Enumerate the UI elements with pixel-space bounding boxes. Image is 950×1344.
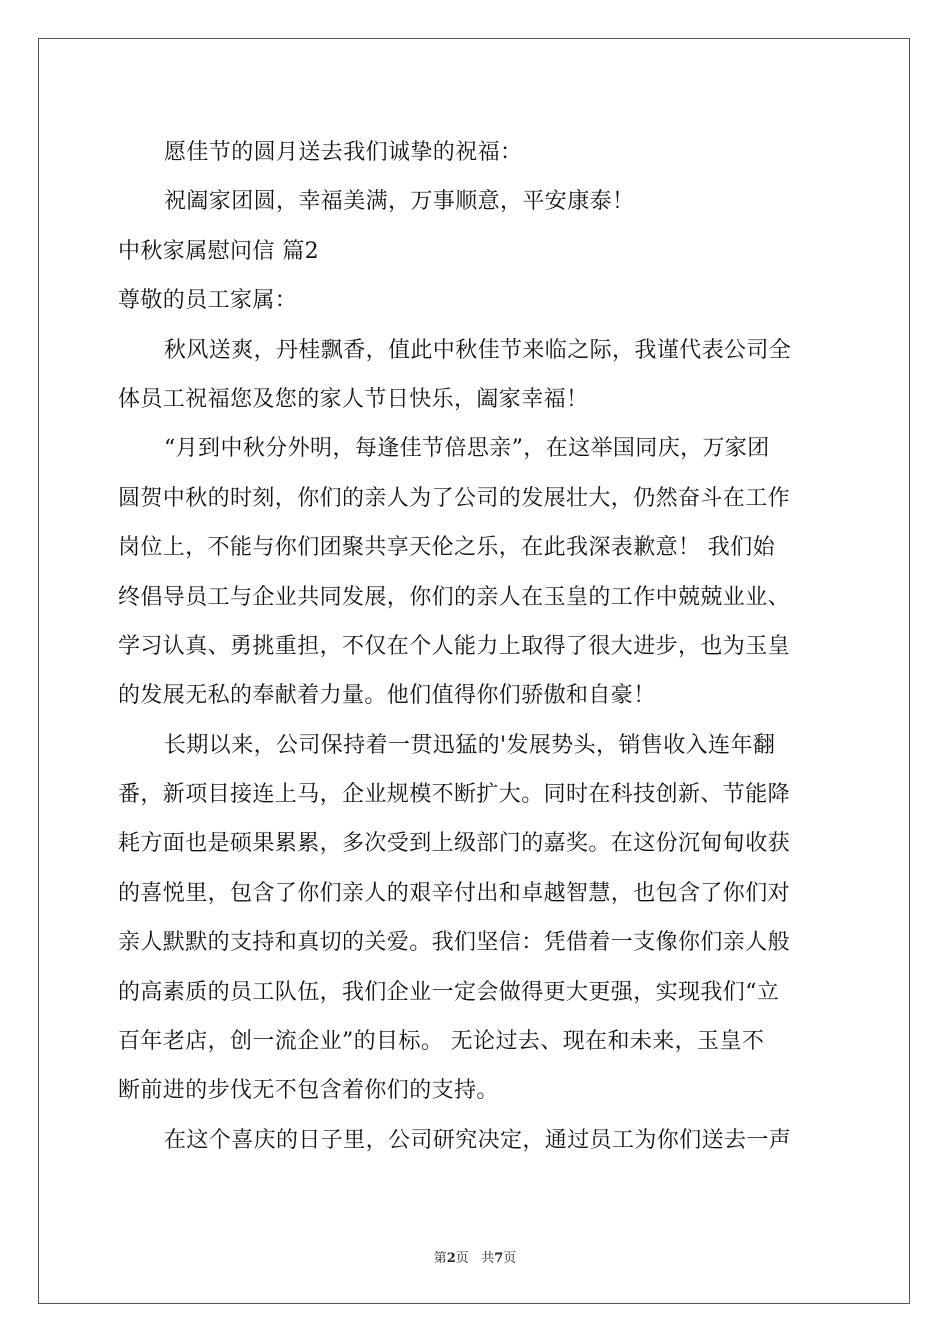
text-line: 愿佳节的圆月送去我们诚挚的祝福： [164, 140, 523, 165]
text-line: 体员工祝福您及您的家人节日快乐，阖家幸福！ [118, 386, 589, 412]
text-line: 的高素质的员工队伍，我们企业一定会做得更大更强，实现我们“立 [118, 979, 780, 1005]
salutation: 尊敬的员工家属： [118, 288, 298, 314]
text-line: 耗方面也是硕果累累，多次受到上级部门的嘉奖。在这份沉甸甸收获 [118, 831, 791, 857]
total-pages: 7 [494, 1251, 504, 1266]
text-line: 岗位上，不能与你们团聚共享天伦之乐，在此我深表歉意！ 我们始 [118, 535, 775, 561]
text-line: 秋风送爽，丹桂飘香，值此中秋佳节来临之际，我谨代表公司全 [164, 337, 792, 363]
text-line: 断前进的步伐无不包含着你们的支持。 [118, 1078, 499, 1104]
total-suffix: 页 [503, 1251, 517, 1266]
text-line: 终倡导员工与企业共同发展，你们的亲人在玉皇的工作中兢兢业业、 [118, 584, 791, 610]
text-line: 长期以来，公司保持着一贯迅猛的'发展势头，销售收入连年翻 [164, 732, 776, 758]
text-line: 亲人默默的支持和真切的关爱。我们坚信：凭借着一支像你们亲人般 [118, 930, 791, 956]
page-footer [0, 1247, 950, 1266]
document-body [118, 128, 834, 1165]
text-line: 学习认真、勇挑重担，不仅在个人能力上取得了很大进步，也为玉皇 [118, 633, 791, 659]
text-line: 圆贺中秋的时刻，你们的亲人为了公司的发展壮大，仍然奋斗在工作 [118, 485, 791, 511]
text-line: 番，新项目接连上马，企业规模不断扩大。同时在科技创新、节能降 [118, 782, 791, 808]
text-line: 祝阖家团圆，幸福美满，万事顺意，平安康泰！ [164, 189, 635, 215]
text-line: 的发展无私的奉献着力量。他们值得你们骄傲和自豪！ [118, 683, 656, 709]
text-line: 的喜悦里，包含了你们亲人的艰辛付出和卓越智慧，也包含了你们对 [118, 880, 791, 906]
total-prefix: 共 [481, 1251, 495, 1266]
page-prefix: 第 [433, 1251, 447, 1266]
page-number: 2 [446, 1251, 456, 1266]
text-line: “月到中秋分外明，每逢佳节倍思亲”，在这举国同庆，万家团 [164, 436, 770, 462]
text-line: 百年老店，创一流企业”的目标。 无论过去、现在和未来，玉皇不 [118, 1029, 765, 1055]
text-line: 在这个喜庆的日子里，公司研究决定，通过员工为你们送去一声 [164, 1127, 792, 1153]
page-suffix: 页 [455, 1251, 469, 1266]
section-heading: 中秋家属慰问信 篇2 [118, 238, 319, 264]
